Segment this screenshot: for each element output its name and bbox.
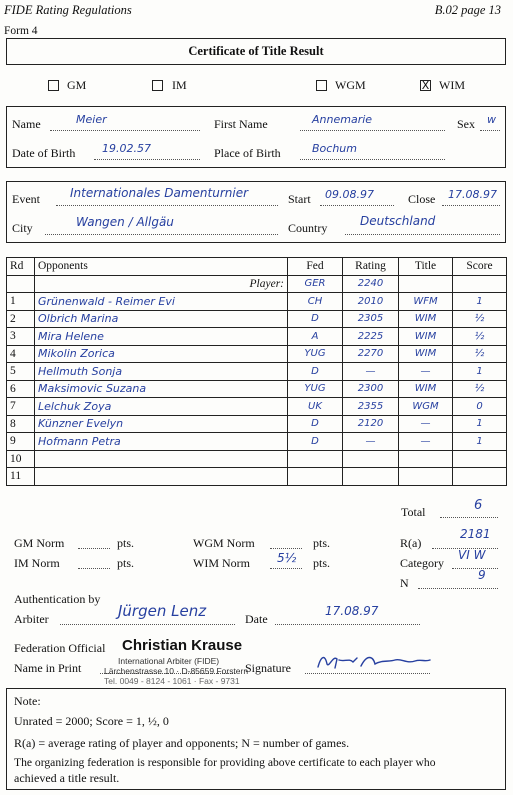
fed-cell[interactable] xyxy=(288,450,343,468)
name-label: Name xyxy=(12,117,41,131)
player-label: Player: xyxy=(35,275,288,293)
fed-cell[interactable]: YUG xyxy=(288,380,343,398)
im-norm-pts: pts. xyxy=(117,556,135,570)
score-cell[interactable] xyxy=(453,450,507,468)
score-cell[interactable]: 1 xyxy=(453,293,507,311)
n-label: N xyxy=(400,576,409,590)
rating-cell[interactable] xyxy=(343,468,399,486)
rating-cell[interactable]: 2300 xyxy=(343,380,399,398)
rd-cell: 5 xyxy=(7,363,35,381)
checkbox-gm-label: GM xyxy=(67,78,87,92)
table-row xyxy=(7,433,507,451)
header-right: B.02 page 13 xyxy=(434,3,501,17)
stamp-line-1: International Arbiter (FIDE) xyxy=(118,656,220,666)
category-label: Category xyxy=(400,556,444,570)
checkbox-wgm[interactable] xyxy=(316,80,327,91)
pob-value[interactable]: Bochum xyxy=(312,142,357,155)
opponent-cell[interactable]: Mira Helene xyxy=(35,328,288,346)
rating-cell[interactable]: 2010 xyxy=(343,293,399,311)
table-header-row xyxy=(7,258,507,276)
score-cell[interactable]: 1 xyxy=(453,433,507,451)
table-row xyxy=(7,380,507,398)
rd-cell: 2 xyxy=(7,310,35,328)
start-label: Start xyxy=(288,192,311,206)
sex-label: Sex xyxy=(457,117,475,131)
total-value[interactable]: 6 xyxy=(474,498,483,513)
stamp-name: Christian Krause xyxy=(122,637,243,654)
opponent-cell[interactable]: Hellmuth Sonja xyxy=(35,363,288,381)
category-value[interactable]: VI W xyxy=(458,548,486,562)
checkbox-im-label: IM xyxy=(172,78,187,92)
close-label: Close xyxy=(408,192,436,206)
rd-cell: 10 xyxy=(7,450,35,468)
gm-norm-pts: pts. xyxy=(117,536,135,550)
close-value[interactable]: 17.08.97 xyxy=(448,188,497,201)
rating-cell[interactable]: 2120 xyxy=(343,415,399,433)
score-cell[interactable]: ½ xyxy=(453,380,507,398)
rating-cell[interactable]: 2355 xyxy=(343,398,399,416)
form-label: Form 4 xyxy=(4,25,38,37)
wim-norm-pts: pts. xyxy=(313,556,331,570)
note-line-3: The organizing federation is responsible for providing above certificate to each player who xyxy=(14,756,436,769)
opponent-cell[interactable]: Maksimovic Suzana xyxy=(35,380,288,398)
certificate-title: Certificate of Title Result xyxy=(188,44,324,58)
auth-heading: Authentication by xyxy=(14,592,101,606)
title-cell[interactable] xyxy=(399,450,453,468)
fed-cell[interactable]: D xyxy=(288,433,343,451)
name-value[interactable]: Meier xyxy=(76,113,107,126)
rd-cell: 6 xyxy=(7,380,35,398)
table-row xyxy=(7,363,507,381)
title-cell[interactable]: WIM xyxy=(399,345,453,363)
title-cell[interactable]: — xyxy=(399,415,453,433)
rd-cell: 3 xyxy=(7,328,35,346)
score-cell[interactable]: 0 xyxy=(453,398,507,416)
checkbox-wim-label: WIM xyxy=(439,78,465,92)
table-row xyxy=(7,415,507,433)
table-row xyxy=(7,310,507,328)
rating-cell[interactable]: — xyxy=(343,363,399,381)
title-cell[interactable] xyxy=(399,468,453,486)
opponent-cell[interactable] xyxy=(35,450,288,468)
total-label: Total xyxy=(401,505,426,519)
table-row xyxy=(7,345,507,363)
first-name-label: First Name xyxy=(214,117,268,131)
table-row xyxy=(7,398,507,416)
im-norm-label: IM Norm xyxy=(14,556,60,570)
rating-cell[interactable]: 2305 xyxy=(343,310,399,328)
rd-cell: 4 xyxy=(7,345,35,363)
checkbox-im[interactable] xyxy=(152,80,163,91)
note-line-1: Unrated = 2000; Score = 1, ½, 0 xyxy=(14,714,169,728)
header-rating: Rating xyxy=(343,258,399,276)
arbiter-signature[interactable]: Jürgen Lenz xyxy=(118,602,207,620)
opponent-cell[interactable] xyxy=(35,468,288,486)
checkbox-gm[interactable] xyxy=(48,80,59,91)
ra-label: R(a) xyxy=(400,536,422,550)
federation-official-label: Federation Official xyxy=(14,641,106,655)
title-cell[interactable]: WIM xyxy=(399,310,453,328)
table-row xyxy=(7,328,507,346)
score-cell[interactable]: 1 xyxy=(453,415,507,433)
title-cell[interactable]: WIM xyxy=(399,380,453,398)
header-left: FIDE Rating Regulations xyxy=(4,3,132,17)
rd-cell: 8 xyxy=(7,415,35,433)
score-cell[interactable]: ½ xyxy=(453,328,507,346)
table-row xyxy=(7,450,507,468)
date-label: Date xyxy=(245,612,268,626)
fed-cell[interactable]: D xyxy=(288,363,343,381)
checkbox-wgm-label: WGM xyxy=(335,78,366,92)
opponent-cell[interactable]: Olbrich Marina xyxy=(35,310,288,328)
header-opponents: Opponents xyxy=(35,258,288,276)
fed-cell[interactable]: A xyxy=(288,328,343,346)
stamp-line-3: Tel. 0049 - 8124 - 1061 · Fax - 9731 xyxy=(104,676,240,686)
title-cell[interactable]: WIM xyxy=(399,328,453,346)
rd-cell: 9 xyxy=(7,433,35,451)
fed-cell[interactable]: UK xyxy=(288,398,343,416)
fed-cell[interactable] xyxy=(288,468,343,486)
first-name-value[interactable]: Annemarie xyxy=(312,113,373,126)
table-row xyxy=(7,468,507,486)
checkbox-wim[interactable]: X xyxy=(421,79,430,92)
note-heading: Note: xyxy=(14,694,41,708)
rd-cell: 11 xyxy=(7,468,35,486)
name-in-print-label: Name in Print xyxy=(14,661,82,675)
ra-value[interactable]: 2181 xyxy=(460,527,491,541)
city-value[interactable]: Wangen / Allgäu xyxy=(76,215,174,229)
header-title: Title xyxy=(399,258,453,276)
title-cell[interactable]: WGM xyxy=(399,398,453,416)
title-cell[interactable]: — xyxy=(399,433,453,451)
header-fed: Fed xyxy=(288,258,343,276)
country-label: Country xyxy=(288,221,328,235)
country-value[interactable]: Deutschland xyxy=(360,214,436,228)
rating-cell[interactable] xyxy=(343,450,399,468)
event-value[interactable]: Internationales Damenturnier xyxy=(70,186,249,200)
date-value[interactable]: 17.08.97 xyxy=(325,604,379,618)
fed-cell[interactable]: D xyxy=(288,415,343,433)
score-cell[interactable]: ½ xyxy=(453,345,507,363)
score-cell[interactable]: 1 xyxy=(453,363,507,381)
opponent-cell[interactable]: Lelchuk Zoya xyxy=(35,398,288,416)
city-label: City xyxy=(12,221,33,235)
title-box xyxy=(6,38,506,65)
sex-value[interactable]: w xyxy=(487,113,496,126)
opponent-cell[interactable]: Grünenwald - Reimer Evi xyxy=(35,293,288,311)
gm-norm-label: GM Norm xyxy=(14,536,65,550)
note-line-4: achieved a title result. xyxy=(14,771,120,785)
rating-cell[interactable]: 2270 xyxy=(343,345,399,363)
rating-cell[interactable]: 2225 xyxy=(343,328,399,346)
wgm-norm-pts: pts. xyxy=(313,536,331,550)
fed-cell[interactable]: D xyxy=(288,310,343,328)
start-value[interactable]: 09.08.97 xyxy=(325,188,374,201)
note-line-2: R(a) = average rating of player and opponents; N = number of games. xyxy=(14,736,350,750)
player-fed[interactable]: GER xyxy=(288,275,343,293)
opponent-cell[interactable]: Mikolin Zorica xyxy=(35,345,288,363)
opponent-cell[interactable]: Künzner Evelyn xyxy=(35,415,288,433)
arbiter-label: Arbiter xyxy=(14,612,49,626)
event-label: Event xyxy=(12,192,40,206)
fed-cell[interactable]: YUG xyxy=(288,345,343,363)
score-cell[interactable] xyxy=(453,468,507,486)
player-row xyxy=(7,275,507,293)
opponent-cell[interactable]: Hofmann Petra xyxy=(35,433,288,451)
rd-cell: 1 xyxy=(7,293,35,311)
header-score: Score xyxy=(453,258,507,276)
fed-cell[interactable]: CH xyxy=(288,293,343,311)
n-value[interactable]: 9 xyxy=(478,568,486,582)
title-cell[interactable]: — xyxy=(399,363,453,381)
score-cell[interactable]: ½ xyxy=(453,310,507,328)
dob-label: Date of Birth xyxy=(12,146,76,160)
wim-norm-value[interactable]: 5½ xyxy=(277,551,297,565)
player-rating[interactable]: 2240 xyxy=(343,275,399,293)
rd-cell: 7 xyxy=(7,398,35,416)
wim-norm-label: WIM Norm xyxy=(193,556,250,570)
stamp-line-2: Lärchenstrasse 10 · D-85659 Forstern xyxy=(104,666,249,676)
wgm-norm-label: WGM Norm xyxy=(193,536,255,550)
title-cell[interactable]: WFM xyxy=(399,293,453,311)
official-signature xyxy=(315,650,433,672)
rating-cell[interactable]: — xyxy=(343,433,399,451)
dob-value[interactable]: 19.02.57 xyxy=(102,142,151,155)
table-row xyxy=(7,293,507,311)
games-table xyxy=(6,257,507,486)
header-rd: Rd xyxy=(7,258,35,276)
signature-label: Signature xyxy=(245,661,291,675)
pob-label: Place of Birth xyxy=(214,146,281,160)
